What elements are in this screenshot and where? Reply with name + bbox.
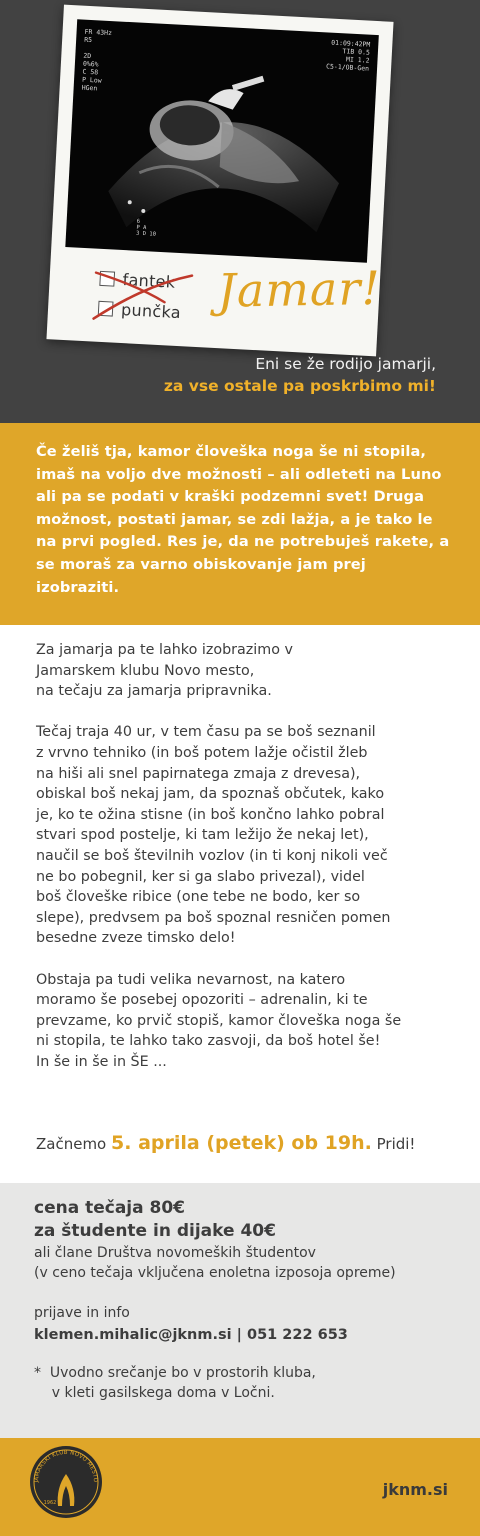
logo-year: 1962 xyxy=(43,1500,57,1506)
contact-line[interactable]: klemen.mihalic@jknm.si | 051 222 653 xyxy=(34,1327,348,1343)
course-description xyxy=(36,640,456,1093)
option-label-boy: fantek xyxy=(122,270,176,292)
club-logo-icon xyxy=(28,1444,104,1520)
start-date-highlight: 5. aprila (petek) ob 19h. xyxy=(111,1132,372,1154)
start-suffix: Pridi! xyxy=(371,1135,416,1153)
scan-readout-left: FR 43Hz R5 2D 0%6% C 58 P Low HGen xyxy=(81,27,113,93)
scan-readout-bottom: 6 P A 3 D 10 xyxy=(135,218,157,238)
intro-section xyxy=(0,423,480,625)
footer xyxy=(0,1438,480,1536)
price-member-note: ali člane Društva novomeških študentov xyxy=(34,1245,316,1261)
intro-text: Če želiš tja, kamor človeška noga še ni stopila, imaš na voljo dve možnosti – ali odleteti na Luno ali pa se podati v kraški podzemni svet! Druga možnost, postati jamar, se zdi lažja, a je tako le na prvi pogled. Res je, da ne potrebuješ rakete, a se moraš za varno obiskovanje jam prej izobraziti. xyxy=(36,443,450,596)
registration-heading: prijave in info xyxy=(34,1305,130,1321)
jamar-stamp: Jamar! xyxy=(216,260,382,318)
website-link[interactable]: jknm.si xyxy=(382,1480,448,1499)
hero-section xyxy=(0,0,480,423)
start-date-line xyxy=(36,1132,415,1154)
start-prefix: Začnemo xyxy=(36,1135,112,1153)
paragraph-club: Za jamarja pa te lahko izobrazimo v Jamarskem klubu Novo mesto, na tečaju za jamarja pripravnika. xyxy=(36,642,293,700)
price-equipment-note: (v ceno tečaja vključena enoletna izposoja opreme) xyxy=(34,1265,396,1281)
meeting-note: * Uvodno srečanje bo v prostorih kluba, v kleti gasilskega doma v Ločni. xyxy=(34,1365,316,1401)
price-regular: cena tečaja 80€ xyxy=(34,1198,186,1218)
option-label-girl: punčka xyxy=(120,300,182,323)
paragraph-course: Tečaj traja 40 ur, v tem času pa se boš seznanil z vrvno tehniko (in boš potem lažje očistil žleb na hiši ali snel papirnatega zmaja z drevesa), obiskal boš nekaj jam, da spoznaš občutek, kako je, ko te ožina stisne (in boš končno lahko pobral stvari spod postelje, ki tam ležijo že nekaj let), naučil se boš številnih vozlov (in ti konj nikoli več ne bo pobegnil, ker si ga slabo privezal), videl boš človeške ribice (one tebe ne bodo, ker so slepe), predvsem pa boš spoznal resničen pomen besedne zveze timsko delo! xyxy=(36,724,391,947)
tagline-line-2: za vse ostale pa poskrbimo mi! xyxy=(163,377,436,395)
polaroid-photo xyxy=(46,5,393,357)
red-cross-out-icon xyxy=(91,269,194,326)
price-student: za študente in dijake 40€ xyxy=(34,1221,276,1241)
logo-text: JAMARSKI KLUB NOVO MESTO xyxy=(33,1449,99,1483)
ultrasound-image xyxy=(65,19,379,262)
paragraph-warning: Obstaja pa tudi velika nevarnost, na katero moramo še posebej opozoriti – adrenalin, ki te prevzame, ko prvič stopiš, kamor človeška noga še ni stopila, te lahko tako zasvoji, da boš hotel še! In še in še in ŠE ... xyxy=(36,971,402,1070)
scan-readout-right: 01:09:42PM TIB 0.5 MI 1.2 C5-1/OB-Gen xyxy=(325,38,371,73)
pricing-section xyxy=(0,1183,480,1438)
tagline-line-1: Eni se že rodijo jamarji, xyxy=(255,355,436,373)
